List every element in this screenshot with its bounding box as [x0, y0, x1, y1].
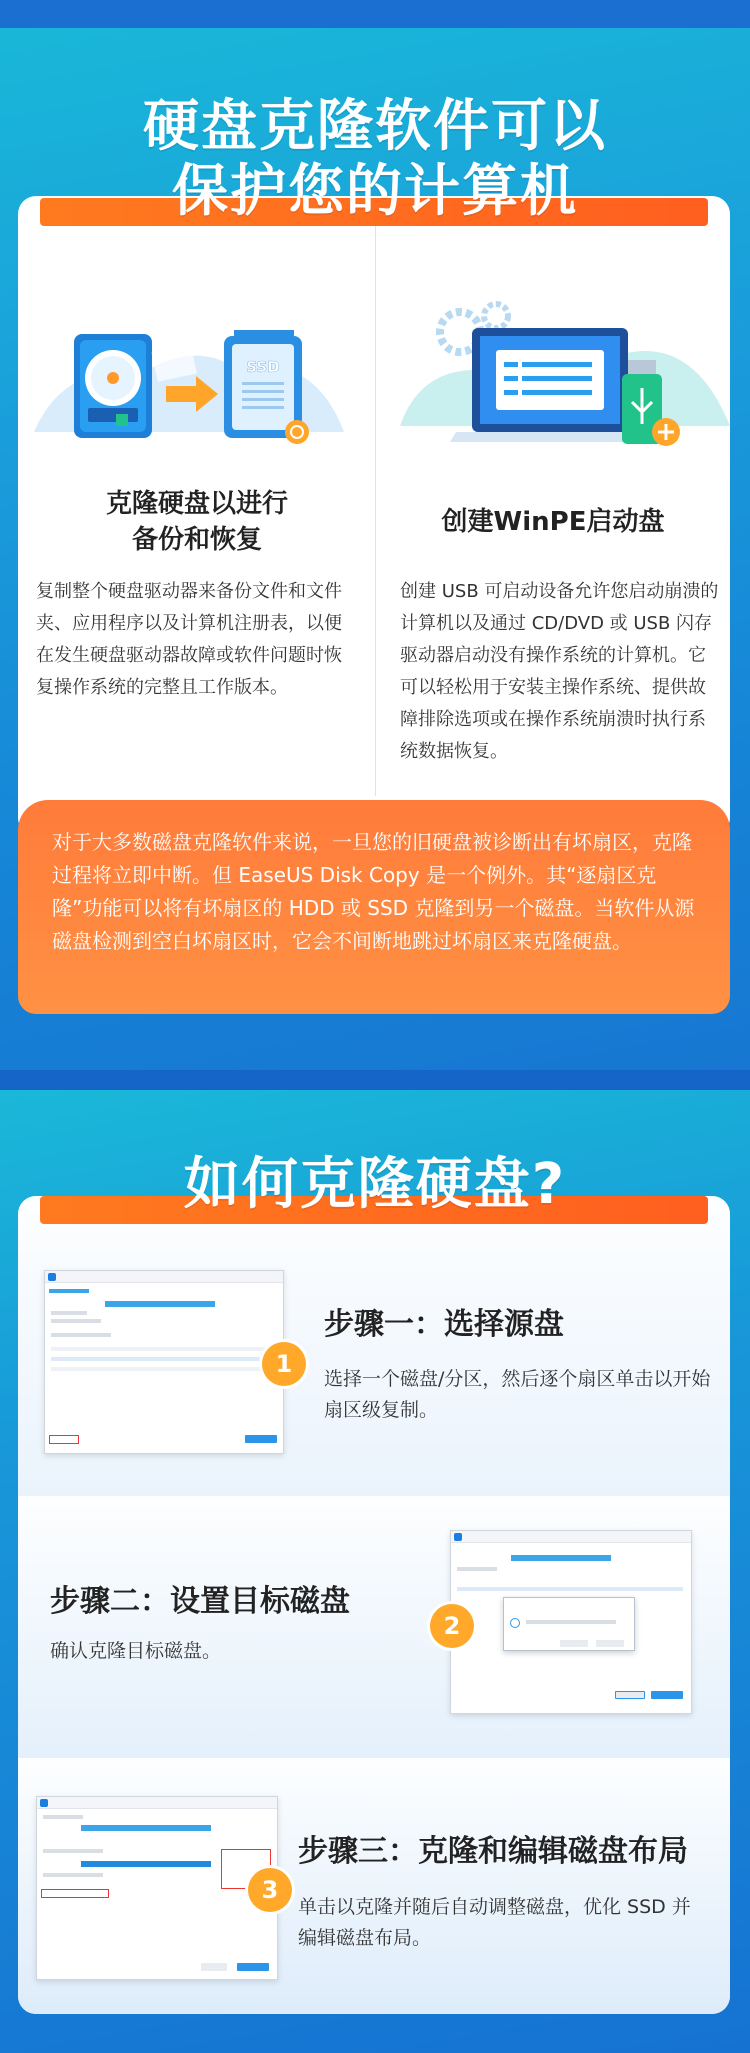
disk-clone-illustration — [34, 322, 344, 452]
step2-screenshot — [450, 1530, 692, 1714]
step1-title: 步骤一：选择源盘 — [324, 1307, 564, 1342]
step3-description: 单击以克隆并随后自动调整磁盘，优化 SSD 并编辑磁盘布局。 — [298, 1896, 691, 1949]
section1-heading-line2: 保护您的计算机 — [172, 159, 578, 224]
step3-screenshot — [36, 1796, 278, 1980]
feature1-title-line2: 备份和恢复 — [131, 525, 262, 555]
ssd-label: SSD — [246, 358, 280, 376]
section-divider — [0, 1070, 750, 1092]
feature1-title-line1: 克隆硬盘以进行 — [105, 489, 288, 519]
feature2-description: 创建 USB 可启动设备允许您启动崩溃的计算机以及通过 CD/DVD 或 USB 闪存驱动器启动没有操作系统的计算机。它可以轻松用于安装主操作系统、提供故障排除选项或在操作系统崩溃时执行系统数据恢复。 — [400, 581, 719, 762]
feature-card-divider — [375, 226, 376, 796]
feature2-title: 创建WinPE启动盘 — [441, 507, 665, 537]
bad-sector-note: 对于大多数磁盘克隆软件来说，一旦您的旧硬盘被诊断出有坏扇区，克隆过程将立即中断。但 EaseUS Disk Copy 是一个例外。其“逐扇区克隆”功能可以将有坏扇区的 HDD 或 SSD 克隆到另一个磁盘。当软件从源磁盘检测到空白坏扇区时，它会不间断地跳过坏扇区来克隆硬盘。 — [18, 800, 730, 1014]
step1-description: 选择一个磁盘/分区，然后逐个扇区单击以开始扇区级复制。 — [324, 1368, 711, 1421]
step1-badge: 1 — [262, 1342, 306, 1386]
section1-heading-line1: 硬盘克隆软件可以 — [143, 94, 607, 159]
step3-title: 步骤三：克隆和编辑磁盘布局 — [298, 1834, 688, 1869]
step2-title: 步骤二：设置目标磁盘 — [50, 1584, 350, 1619]
step1-screenshot — [44, 1270, 284, 1454]
step2-badge: 2 — [430, 1604, 474, 1648]
section2-heading: 如何克隆硬盘? — [183, 1152, 567, 1217]
winpe-illustration — [400, 298, 730, 458]
step2-description: 确认克隆目标磁盘。 — [50, 1640, 222, 1662]
feature1-description: 复制整个硬盘驱动器来备份文件和文件夹、应用程序以及计算机注册表，以便在发生硬盘驱动器故障或软件问题时恢复操作系统的完整且工作版本。 — [36, 581, 342, 698]
top-bar — [0, 0, 750, 28]
step3-badge: 3 — [248, 1868, 292, 1912]
